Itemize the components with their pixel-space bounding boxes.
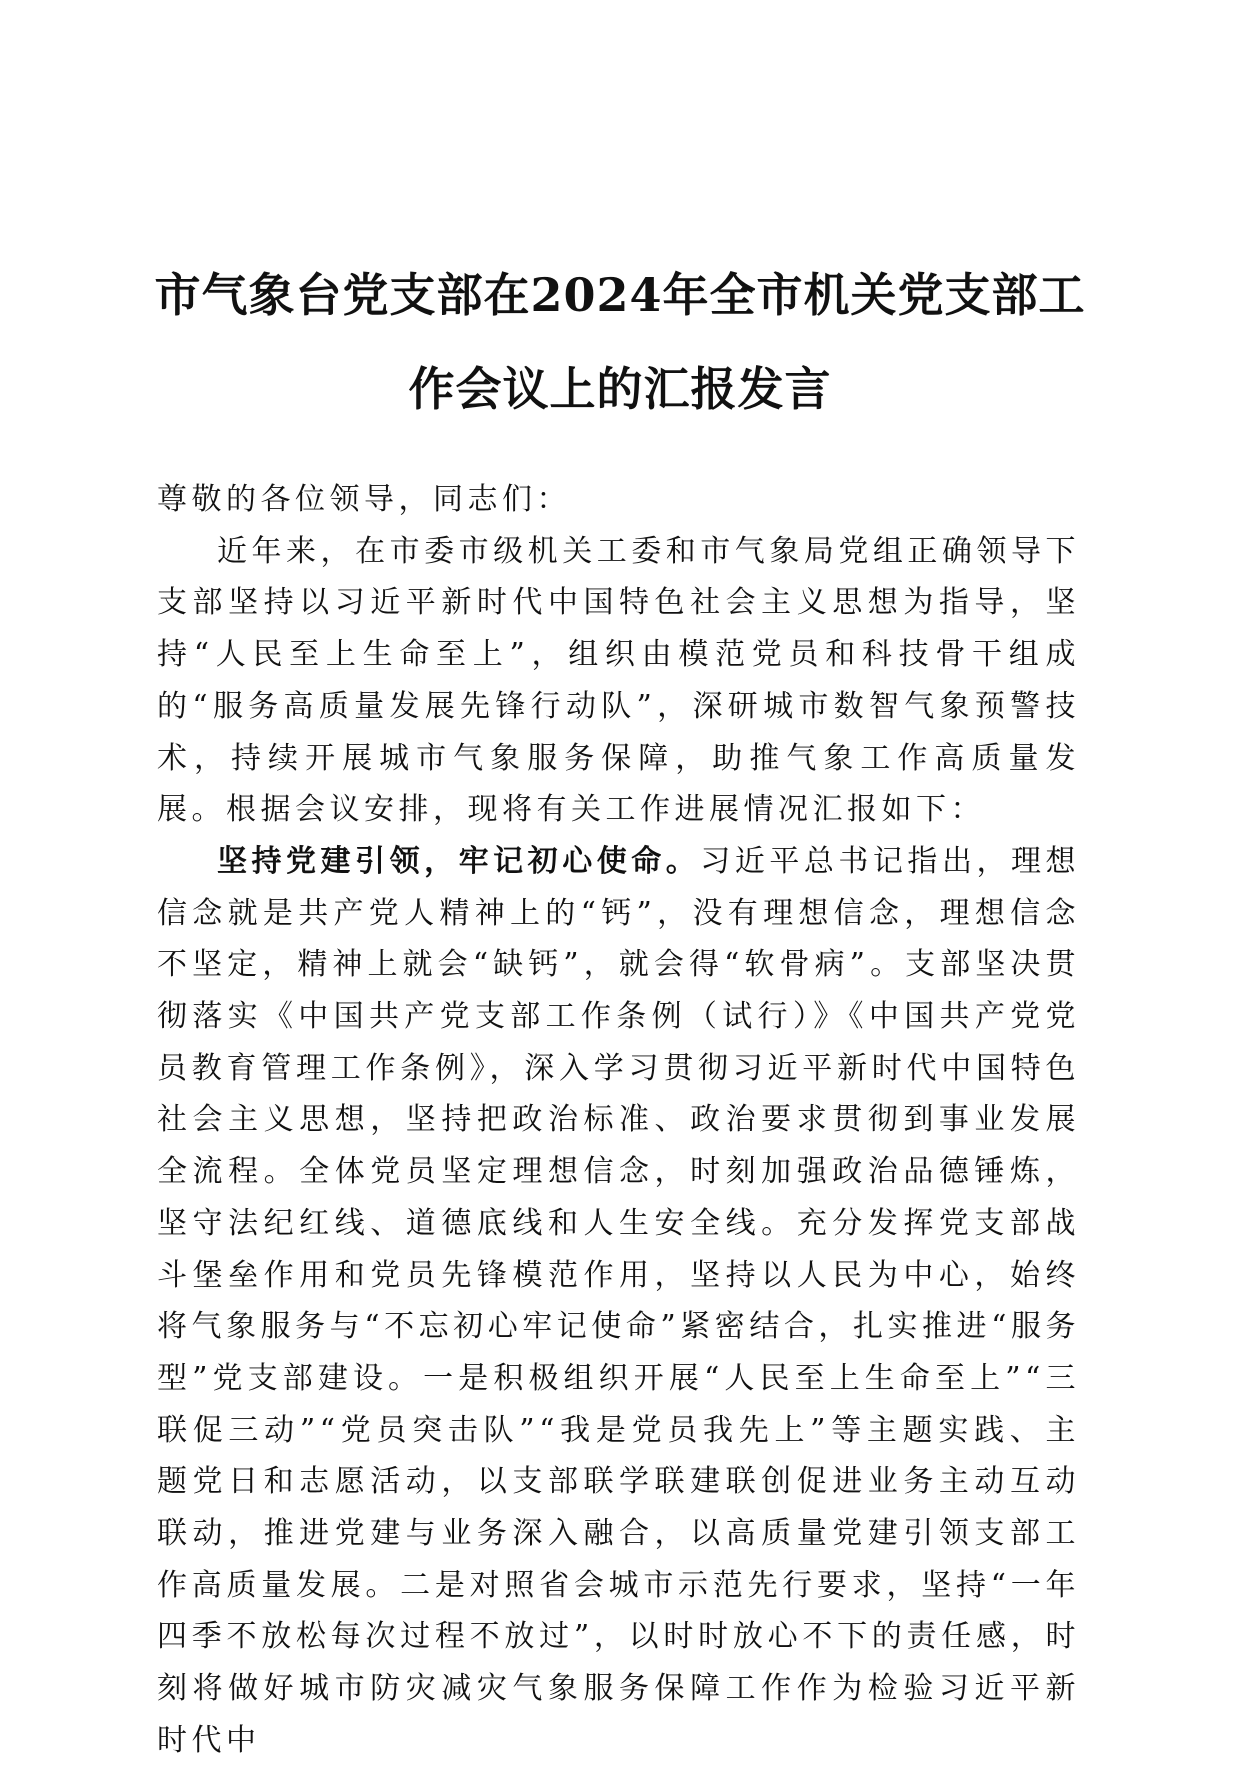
- paragraph-lead-heading: 坚持党建引领，牢记初心使命。: [217, 843, 701, 879]
- title-line-1: 市气象台党支部在2024年全市机关党支部工: [154, 268, 1086, 322]
- title-line-2: 作会议上的汇报发言: [408, 362, 832, 416]
- paragraph-intro: 近年来，在市委市级机关工委和市气象局党组正确领导下支部坚持以习近平新时代中国特色社会主义思想为指导，坚持“人民至上生命至上”，组织由模范党员和科技骨干组成的“服务高质量发展先锋行动队”，深研城市数智气象预警技术，持续开展城市气象服务保障，助推气象工作高质量发展。根据会议安排，现将有关工作进展情况汇报如下：: [157, 533, 1080, 828]
- salutation: 尊敬的各位领导，同志们：: [157, 482, 571, 517]
- paragraph-party-building: [157, 836, 1080, 1767]
- paragraph-body-text: 习近平总书记指出，理想信念就是共产党人精神上的“钙”，没有理想信念，理想信念不坚定，精神上就会“缺钙”，就会得“软骨病”。支部坚决贯彻落实《中国共产党支部工作条例（试行）》《中国共产党党员教育管理工作条例》，深入学习贯彻习近平新时代中国特色社会主义思想，坚持把政治标准、政治要求贯彻到事业发展全流程。全体党员坚定理想信念，时刻加强政治品德锤炼，坚守法纪红线、道德底线和人生安全线。充分发挥党支部战斗堡垒作用和党员先锋模范作用，坚持以人民为中心，始终将气象服务与“不忘初心牢记使命”紧密结合，扎实推进“服务型”党支部建设。一是积极组织开展“人民至上生命至上”“三联促三动”“党员突击队”“我是党员我先上”等主题实践、主题党日和志愿活动，以支部联学联建联创促进业务主动互动联动，推进党建与业务深入融合，以高质量党建引领支部工作高质量发展。二是对照省会城市示范先行要求，坚持“一年四季不放松每次过程不放过”，以时时放心不下的责任感，时刻将做好城市防灾减灾气象服务保障工作作为检验习近平新时代中: [157, 843, 1081, 1758]
- document-body: [157, 474, 1080, 1767]
- document-title: [150, 248, 1090, 436]
